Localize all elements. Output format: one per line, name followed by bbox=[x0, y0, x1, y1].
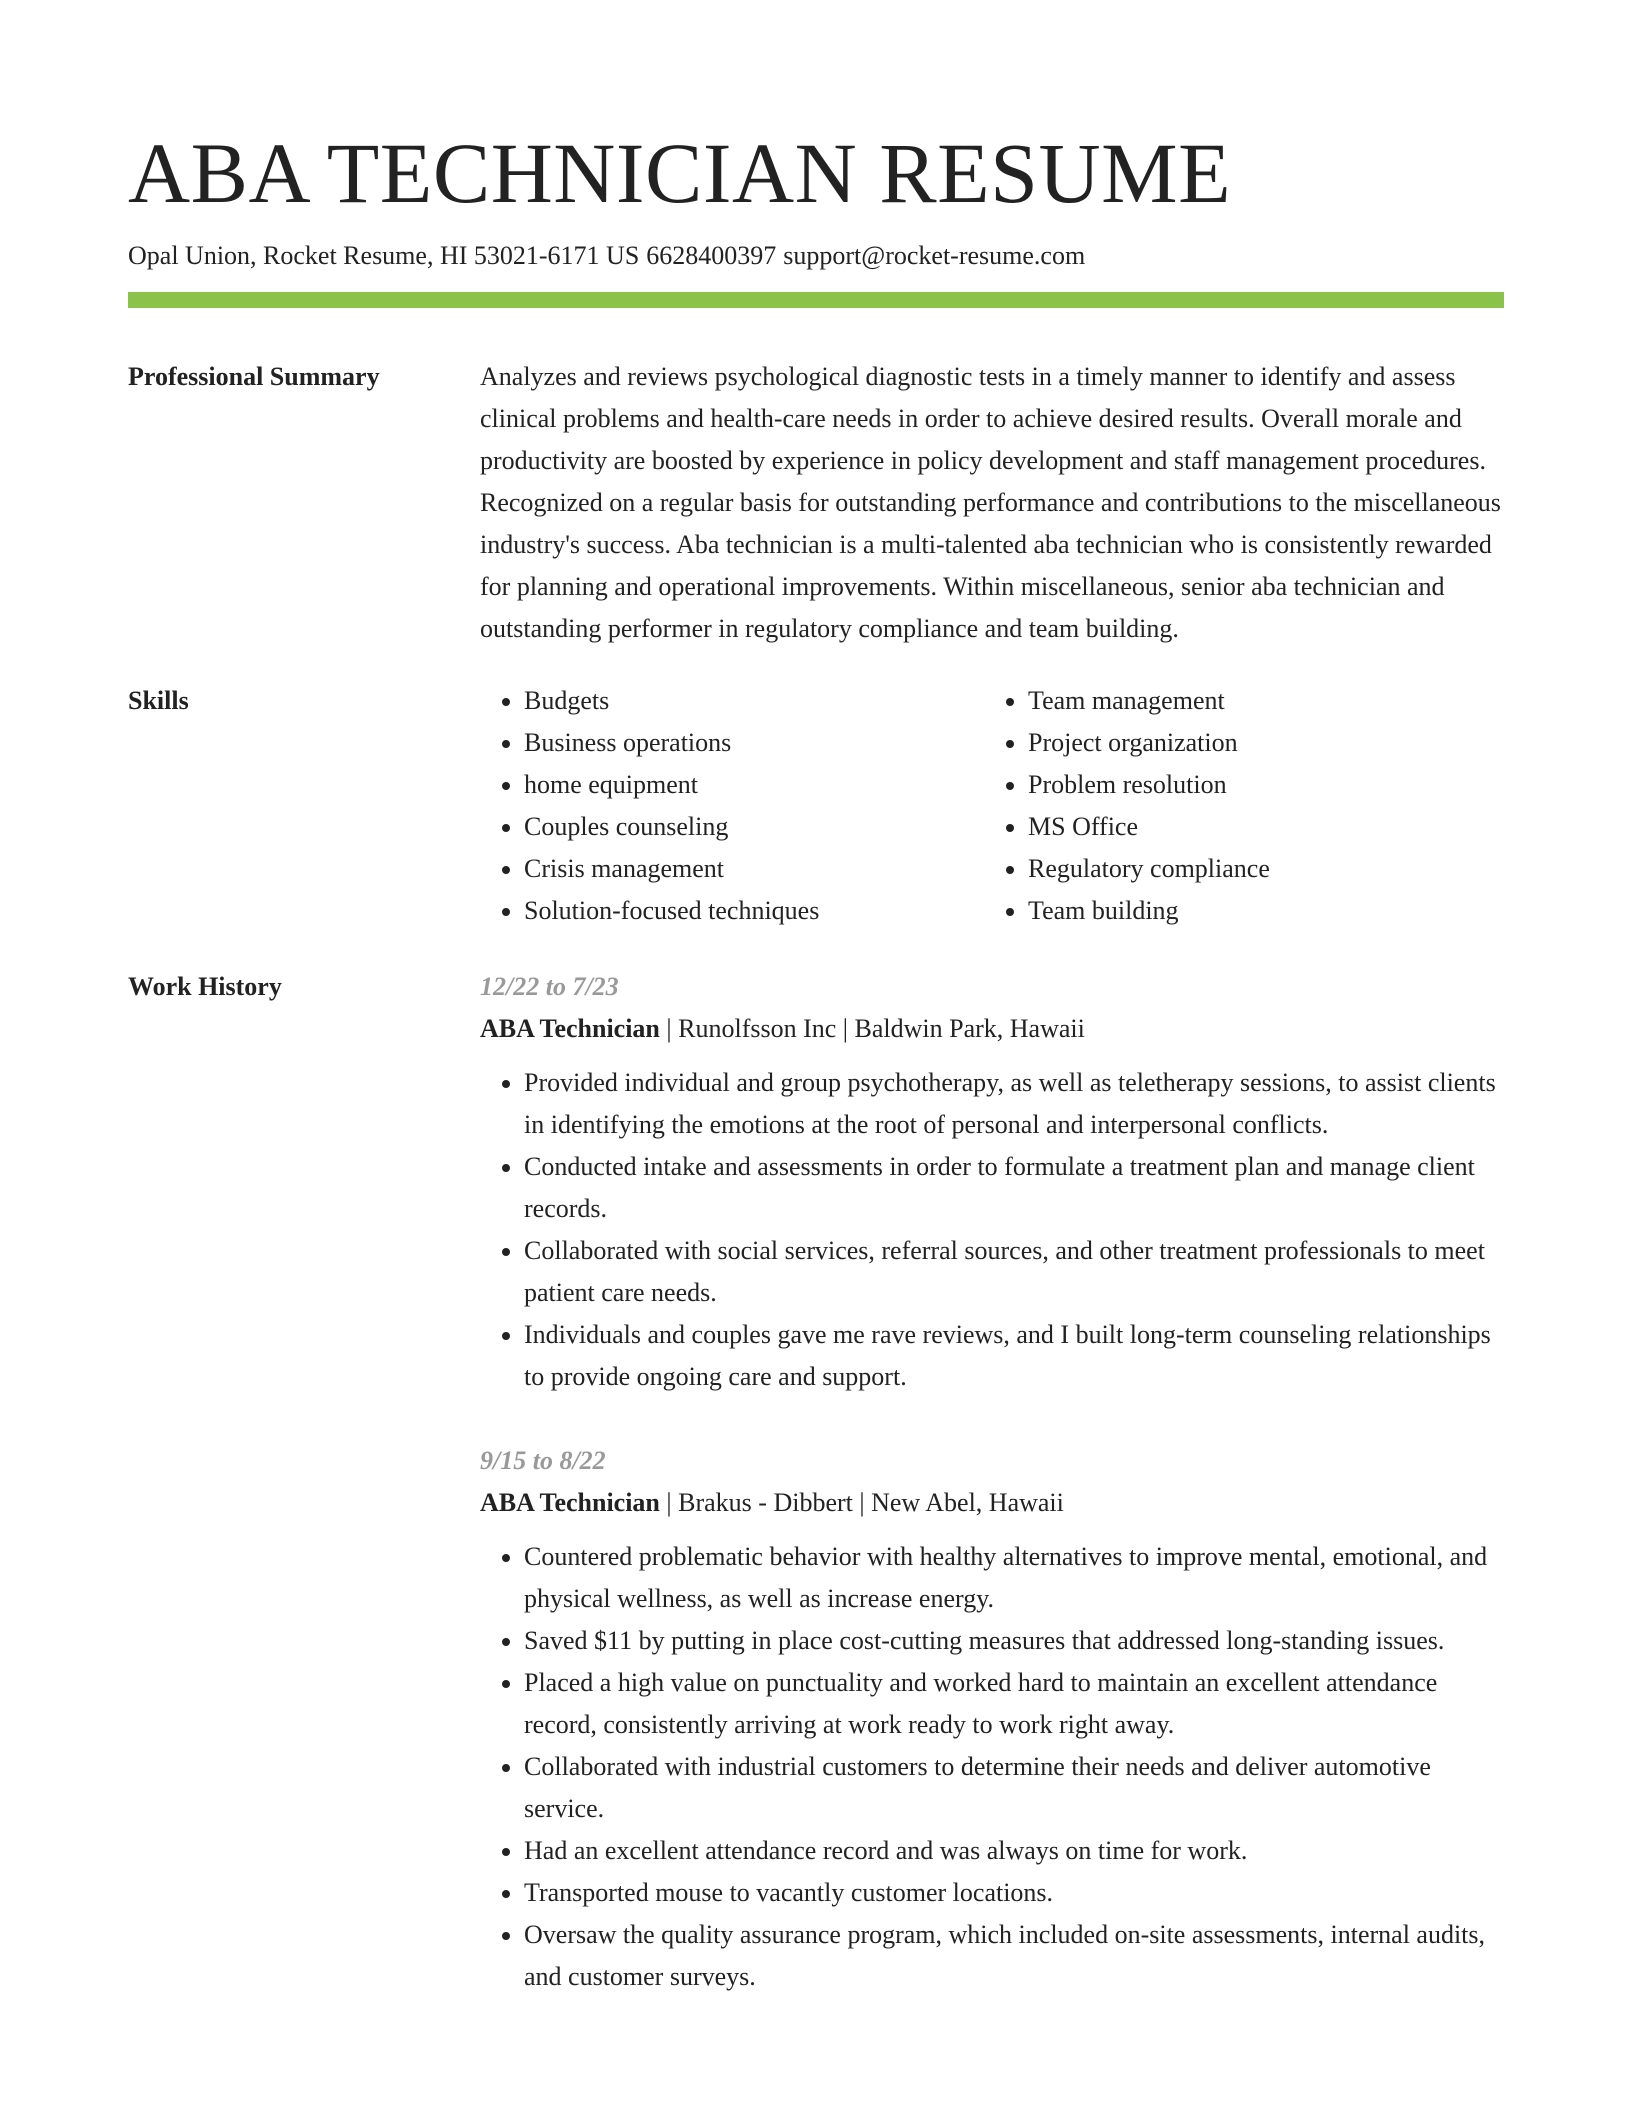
skill-item: • MS Office bbox=[1028, 806, 1488, 848]
job-dates: 9/15 to 8/22 bbox=[480, 1446, 606, 1475]
skill-item: • Regulatory compliance bbox=[1028, 848, 1488, 890]
job-bullet: • Collaborated with social services, referral sources, and other treatment professionals to meet patient care needs. bbox=[524, 1230, 1504, 1314]
resume-page bbox=[128, 118, 1504, 1998]
contact-email: support@rocket-resume.com bbox=[783, 241, 1086, 270]
job-heading: ABA Technician | Runolfsson Inc | Baldwin Park, Hawaii bbox=[480, 1014, 1085, 1043]
skill-item: • Solution-focused techniques bbox=[524, 890, 984, 932]
skill-item: • Team management bbox=[1028, 680, 1488, 722]
skill-item: • Problem resolution bbox=[1028, 764, 1488, 806]
job-bullet: • Oversaw the quality assurance program, which included on-site assessments, internal audits, and customer surveys. bbox=[524, 1914, 1504, 1998]
job-company: Runolfsson Inc bbox=[678, 1014, 837, 1043]
job-title: ABA Technician bbox=[480, 1014, 660, 1043]
skill-item: • home equipment bbox=[524, 764, 984, 806]
job-bullets bbox=[480, 1062, 1504, 1398]
job-dates: 12/22 to 7/23 bbox=[480, 972, 619, 1001]
skill-item: • Couples counseling bbox=[524, 806, 984, 848]
job-company: Brakus - Dibbert bbox=[678, 1488, 853, 1517]
skill-item: • Business operations bbox=[524, 722, 984, 764]
job-bullet: • Conducted intake and assessments in order to formulate a treatment plan and manage client records. bbox=[524, 1146, 1504, 1230]
accent-divider bbox=[128, 292, 1504, 308]
contact-address: Opal Union, Rocket Resume, HI 53021-6171 US bbox=[128, 241, 640, 270]
summary-text: Analyzes and reviews psychological diagnostic tests in a timely manner to identify and assess clinical problems and health-care needs in order to achieve desired results. Overall morale and productivity are boosted by experience in policy development and staff management procedures. Recognized on a regular basis for outstanding performance and contributions to the miscellaneous industry's success. Aba technician is a multi-talented aba technician who is consistently rewarded for planning and operational improvements. Within miscellaneous, senior aba technician and outstanding performer in regulatory compliance and team building. bbox=[480, 362, 1501, 643]
skills-list-right bbox=[984, 680, 1488, 932]
job-heading: ABA Technician | Brakus - Dibbert | New Abel, Hawaii bbox=[480, 1488, 1064, 1517]
summary-section bbox=[128, 356, 1504, 650]
work-history-section bbox=[128, 966, 1504, 1998]
job-bullet: • Provided individual and group psychotherapy, as well as teletherapy sessions, to assist clients in identifying the emotions at the root of personal and interpersonal conflicts. bbox=[524, 1062, 1504, 1146]
job-location: New Abel, Hawaii bbox=[871, 1488, 1064, 1517]
section-label-work: Work History bbox=[128, 972, 282, 1001]
skill-item: • Crisis management bbox=[524, 848, 984, 890]
skills-list-left bbox=[480, 680, 984, 932]
skills-section bbox=[128, 680, 1504, 932]
job-bullet: • Had an excellent attendance record and was always on time for work. bbox=[524, 1830, 1504, 1872]
job-entry bbox=[480, 966, 1504, 1398]
section-label-skills: Skills bbox=[128, 686, 189, 715]
resume-title: ABA TECHNICIAN RESUME bbox=[128, 125, 1232, 221]
job-bullets bbox=[480, 1536, 1504, 1998]
job-bullet: • Collaborated with industrial customers to determine their needs and deliver automotive service. bbox=[524, 1746, 1504, 1830]
skill-item: • Project organization bbox=[1028, 722, 1488, 764]
job-bullet: • Transported mouse to vacantly customer locations. bbox=[524, 1872, 1504, 1914]
job-bullet: • Individuals and couples gave me rave reviews, and I built long-term counseling relationships to provide ongoing care and support. bbox=[524, 1314, 1504, 1398]
contact-phone: 6628400397 bbox=[646, 241, 777, 270]
job-location: Baldwin Park, Hawaii bbox=[854, 1014, 1085, 1043]
job-bullet: • Placed a high value on punctuality and worked hard to maintain an excellent attendance record, consistently arriving at work ready to work right away. bbox=[524, 1662, 1504, 1746]
job-bullet: • Saved $11 by putting in place cost-cutting measures that addressed long-standing issues. bbox=[524, 1620, 1504, 1662]
job-entry bbox=[480, 1440, 1504, 1998]
skill-item: • Budgets bbox=[524, 680, 984, 722]
contact-line bbox=[128, 238, 1504, 274]
section-label-summary: Professional Summary bbox=[128, 362, 380, 391]
job-bullet: • Countered problematic behavior with healthy alternatives to improve mental, emotional, and physical wellness, as well as increase energy. bbox=[524, 1536, 1504, 1620]
skill-item: • Team building bbox=[1028, 890, 1488, 932]
job-title: ABA Technician bbox=[480, 1488, 660, 1517]
